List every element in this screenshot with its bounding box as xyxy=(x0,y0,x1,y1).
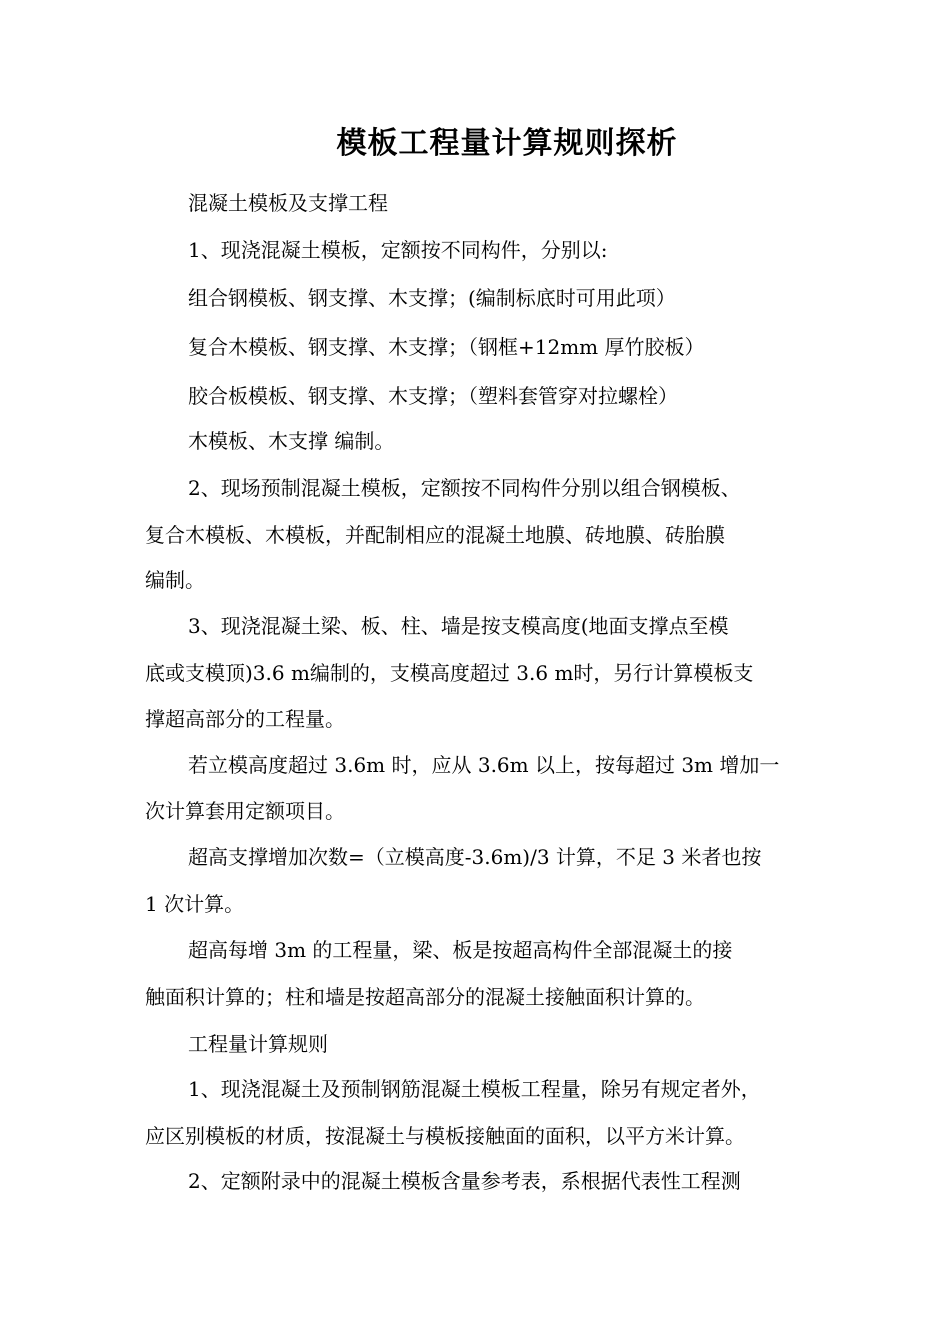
paragraph-line: 超高每增 3m 的工程量，梁、板是按超高构件全部混凝土的接 xyxy=(188,938,733,962)
paragraph-line: 复合木模板、钢支撑、木支撑；（钢框+12mm 厚竹胶板） xyxy=(188,335,705,359)
paragraph-line: 底或支模顶)3.6 m编制的，支模高度超过 3.6 m时，另行计算模板支 xyxy=(145,661,754,685)
paragraph-line: 混凝土模板及支撑工程 xyxy=(188,191,388,215)
paragraph-line: 组合钢模板、钢支撑、木支撑；(编制标底时可用此项） xyxy=(188,286,676,310)
document-title: 模板工程量计算规则探析 xyxy=(336,126,678,161)
paragraph-line: 2、定额附录中的混凝土模板含量参考表，系根据代表性工程测 xyxy=(188,1169,741,1193)
paragraph-line: 1、现浇混凝土模板，定额按不同构件，分别以: xyxy=(188,238,608,262)
paragraph-line: 超高支撑增加次数=（立模高度-3.6m)/3 计算，不足 3 米者也按 xyxy=(188,845,762,869)
paragraph-line: 复合木模板、木模板，并配制相应的混凝土地膜、砖地膜、砖胎膜 xyxy=(145,523,725,547)
paragraph-line: 1 次计算。 xyxy=(145,892,245,916)
paragraph-line: 编制。 xyxy=(145,568,205,592)
paragraph-line: 次计算套用定额项目。 xyxy=(145,799,345,823)
paragraph-line: 撑超高部分的工程量。 xyxy=(145,707,345,731)
paragraph-line: 应区别模板的材质，按混凝土与模板接触面的面积，以平方米计算。 xyxy=(145,1124,745,1148)
paragraph-line: 若立模高度超过 3.6m 时，应从 3.6m 以上，按每超过 3m 增加一 xyxy=(188,753,780,777)
paragraph-line: 胶合板模板、钢支撑、木支撑；（塑料套管穿对拉螺栓） xyxy=(188,384,678,408)
paragraph-line: 木模板、木支撑 编制。 xyxy=(188,429,395,453)
paragraph-line: 1、现浇混凝土及预制钢筋混凝土模板工程量，除另有规定者外， xyxy=(188,1077,761,1101)
paragraph-line: 3、现浇混凝土梁、板、柱、墙是按支模高度(地面支撑点至模 xyxy=(188,614,729,638)
paragraph-line: 触面积计算的；柱和墙是按超高部分的混凝土接触面积计算的。 xyxy=(145,985,705,1009)
paragraph-line: 工程量计算规则 xyxy=(188,1032,328,1056)
paragraph-line: 2、现场预制混凝土模板，定额按不同构件分别以组合钢模板、 xyxy=(188,476,741,500)
